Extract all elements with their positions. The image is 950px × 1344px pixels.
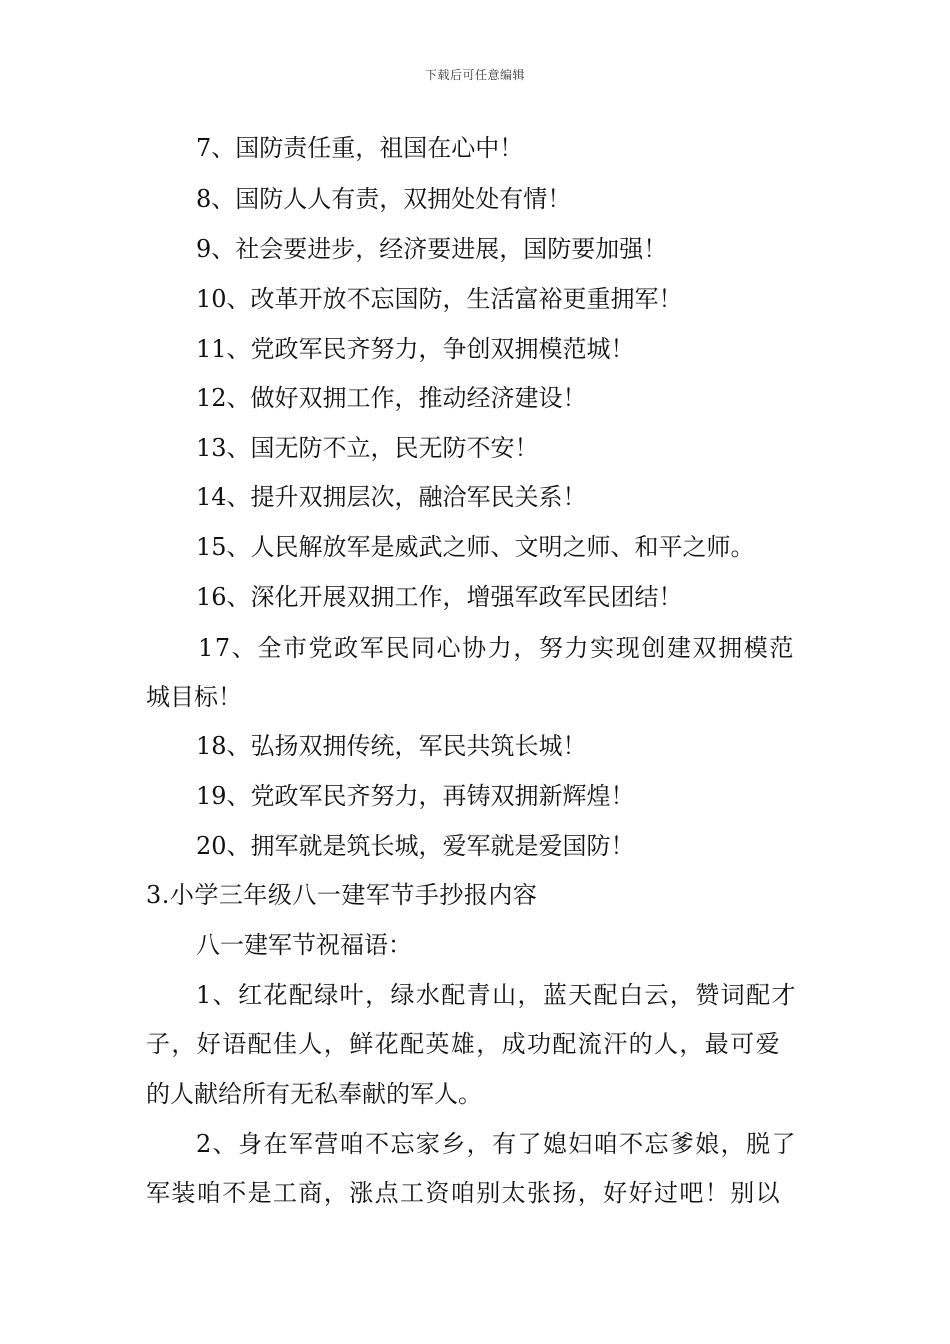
header-note: 下载后可任意编辑 [424, 68, 525, 82]
slogan-20: 20、拥军就是筑长城，爱军就是爱国防！ [196, 832, 635, 860]
slogan-15: 15、人民解放军是威武之师、文明之师、和平之师。 [196, 533, 755, 561]
slogan-17-line2: 城目标！ [146, 683, 242, 711]
slogan-9: 9、社会要进步，经济要进展，国防要加强！ [196, 235, 668, 263]
slogan-14: 14、提升双拥层次，融洽军民关系！ [196, 483, 587, 511]
slogan-18: 18、弘扬双拥传统，军民共筑长城！ [196, 732, 587, 760]
slogan-11: 11、党政军民齐努力，争创双拥模范城！ [196, 335, 635, 363]
slogan-16: 16、深化开展双拥工作，增强军政军民团结！ [196, 583, 683, 611]
blessing-2-line1: 2、身在军营咱不忘家乡，有了媳妇咱不忘爹娘，脱了 [196, 1130, 797, 1158]
slogan-12: 12、做好双拥工作，推动经济建设！ [196, 384, 587, 412]
blessing-1-line2: 子，好语配佳人，鲜花配英雄，成功配流汗的人，最可爱 [146, 1030, 781, 1058]
slogan-8: 8、国防人人有责，双拥处处有情！ [196, 185, 572, 213]
blessing-1-line3: 的人献给所有无私奉献的军人。 [146, 1080, 482, 1108]
blessing-1-line1: 1、红花配绿叶，绿水配青山，蓝天配白云，赞词配才 [196, 981, 797, 1009]
subheading-blessings: 八一建军节祝福语： [196, 931, 412, 959]
slogan-19: 19、党政军民齐努力，再铸双拥新辉煌！ [196, 782, 635, 810]
section-heading: 3.小学三年级八一建军节手抄报内容 [146, 881, 538, 909]
slogan-7: 7、国防责任重，祖国在心中！ [196, 134, 524, 162]
slogan-13: 13、国无防不立，民无防不安！ [196, 434, 539, 462]
blessing-2-line2: 军装咱不是工商，涨点工资咱别太张扬，好好过吧！别以 [146, 1179, 781, 1207]
slogan-17-line1: 17、全市党政军民同心协力，努力实现创建双拥模范 [198, 634, 795, 662]
slogan-10: 10、改革开放不忘国防，生活富裕更重拥军！ [196, 285, 683, 313]
